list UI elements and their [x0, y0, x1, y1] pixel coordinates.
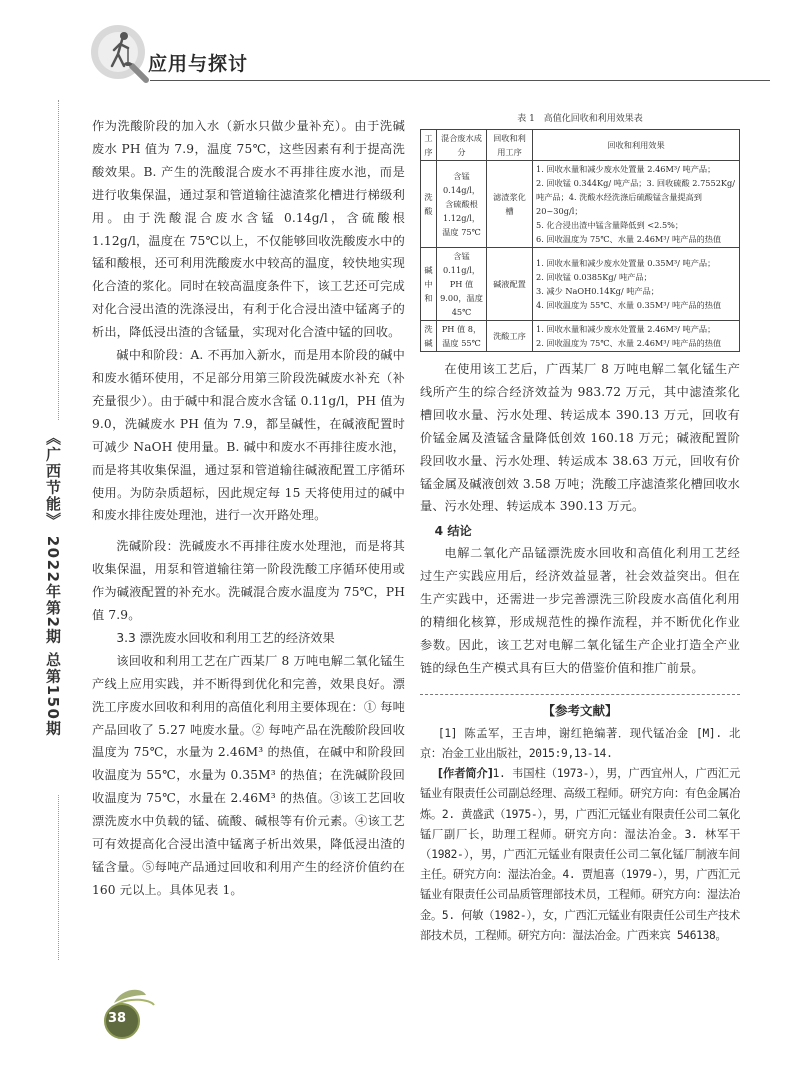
effect-item: 2. 回收锰 0.344Kg/ 吨产品；3. 回收硫酸 2.7552Kg/ 吨产品；4. 洗酸水经洗涤后硫酸锰含量提高到 20~30g/l； [536, 178, 736, 216]
paragraph: 作为洗酸阶段的加入水（新水只做少量补充）。由于洗碱废水 PH 值为 7.9，温度 75℃，这些因素有利于提高洗酸效果。B. 产生的洗酸混合废水不再排往废水池，而是进行收集保温，通过泵和管道输往滤渣浆化槽进行梯级利用。由于洗酸混合废水含锰 0.14g/l，含硫酸根 1.12g/l，温度在 75℃以上，不仅能够回收洗酸废水中的锰和酸根，还可利用洗酸废水中较高的温度，较快地实现化合渣的浆化。同时在较高温度条件下，该工艺还可完成对化合浸出渣的洗涤浸出，有利于化合浸出渣中锰离子的析出，降低浸出渣的含锰量，实现对化合渣中锰的回收。 [92, 119, 405, 340]
process-cell: 碱中和 [421, 248, 437, 321]
table-row [421, 248, 740, 321]
right-column [420, 112, 740, 946]
paragraph: 在使用该工艺后，广西某厂 8 万吨电解二氧化锰生产线所产生的综合经济效益为 983.72 万元，其中滤渣浆化槽回收水量、污水处理、转运成本 390.13 万元，回收有价锰金属及渣锰含量降低创效 160.18 万元；碱液配置阶段回收水量、污水处理、转运成本 38.63 万元，回收有价锰金属及碱液创效 3.58 万吨；洗酸工序滤渣浆化槽回收水量、污水处理、转运成本 390.13 万元。 [420, 362, 740, 514]
table-header-cell: 回收和利用工序 [487, 130, 533, 161]
header-rule [150, 80, 770, 81]
unit-cell: 洗酸工序 [487, 321, 533, 352]
effect-item: 2. 回收锰 0.0385Kg/ 吨产品； [536, 272, 652, 282]
journal-issue-label: 《广西节能》 2022年第2期 总第150期 [44, 430, 62, 737]
effect-item: 1. 回收水量和减少废水处置量 2.46M³/ 吨产品； [536, 164, 716, 174]
table-header-cell: 工序 [421, 130, 437, 161]
magnifier-logo-icon [88, 22, 152, 86]
composition-cell: 含锰 0.11g/l，PH 值 9.00，温度 45℃ [437, 248, 487, 321]
effect-item: 4. 回收温度为 55℃、水量 0.35M³/ 吨产品的热值 [536, 300, 722, 310]
effect-cell [533, 248, 740, 321]
section-title: 应用与探讨 [148, 53, 249, 75]
author-label: [作者简介] [437, 767, 493, 781]
effect-item: 2. 回收温度为 75℃、水量 2.46M³/ 吨产品的热值 [536, 338, 722, 348]
table-header-row [421, 130, 740, 161]
section-heading: 4 结论 [434, 524, 472, 539]
effect-cell [533, 161, 740, 248]
results-table [420, 129, 740, 352]
table-header-cell: 混合废水成分 [437, 130, 487, 161]
page-header [88, 22, 768, 92]
table-caption: 表 1 高值化回收和利用效果表 [517, 114, 643, 124]
effect-item: 5. 化合浸出渣中锰含量降低到 <2.5%； [536, 220, 684, 230]
paragraph: 洗碱阶段：洗碱废水不再排往废水处理池，而是将其收集保温，用泵和管道输往第一阶段洗酸工序循环使用或作为碱液配置的补充水。洗碱混合废水温度为 75℃，PH 值 7.9。 [92, 539, 405, 623]
dotted-divider [58, 100, 59, 420]
effect-item: 1. 回收水量和减少废水处置量 0.35M³/ 吨产品； [536, 258, 716, 268]
table-row [421, 161, 740, 248]
unit-cell: 碱液配置 [487, 248, 533, 321]
page-number: 38 [108, 1011, 127, 1026]
page-number-badge [92, 985, 182, 1045]
effect-item: 1. 回收水量和减少废水处置量 2.46M³/ 吨产品； [536, 324, 716, 334]
paragraph: 碱中和阶段：A. 不再加入新水，而是用本阶段的碱中和废水循环使用，不足部分用第三阶段洗碱废水补充（补充量很少）。由于碱中和混合废水含锰 0.11g/l，PH 值为 9.0，洗碱废水 PH 值为 7.9，都呈碱性，在碱液配置时可减少 NaOH 使用量。B. 碱中和废水不再排往废水池，而是将其收集保温，通过泵和管道输往碱液配置工序循环使用。为防杂质超标，因此规定每 15 天将使用过的碱中和废水排往废处理池，进行一次开路处理。 [92, 348, 405, 523]
table-header-cell: 回收和利用效果 [533, 130, 740, 161]
effect-item: 3. 减少 NaOH0.14Kg/ 吨产品； [536, 286, 659, 296]
paragraph: 电解二氧化产品锰漂洗废水回收和高值化利用工艺经过生产实践应用后，经济效益显著，社会效益突出。但在生产实践中，还需进一步完善漂洗三阶段废水高值化利用的精细化核算，形成规范性的操作流程，并不断优化作业参数。因此，该工艺对电解二氧化锰生产企业打造全产业链的绿色生产模式具有巨大的借鉴价值和推广前景。 [420, 546, 740, 675]
author-bio [420, 764, 740, 946]
subsection-heading: 3.3 漂洗废水回收和利用工艺的经济效果 [116, 630, 335, 645]
references-title: 【参考文献】 [542, 702, 618, 718]
references-block [420, 694, 740, 946]
paragraph: 该回收和利用工艺在广西某厂 8 万吨电解二氧化锰生产线上应用实践，并不断得到优化和完善，效果良好。漂洗工序废水回收和利用的高值化利用主要体现在：① 每吨产品回收了 5.27 吨废水量。② 每吨产品在洗酸阶段回收温度为 75℃，水量为 2.46M³ 的热值，在碱中和阶段回收温度为 55℃，水量为 0.35M³ 的热值；在洗碱阶段回收温度为 75℃，水量在 2.46M³ 的热值。③该工艺回收漂洗废水中负载的锰、硫酸、碱根等有价元素。④该工艺可有效提高化合浸出渣中锰离子析出效果，降低浸出渣的锰含量。⑤每吨产品通过回收和利用产生的经济价值约在 160 元以上。具体见表 1。 [92, 653, 405, 897]
dotted-divider [58, 795, 59, 960]
composition-cell: 含锰 0.14g/l，含硫酸根 1.12g/l，温度 75℃ [437, 161, 487, 248]
journal-side-rail [38, 100, 78, 960]
left-column [92, 115, 405, 902]
author-text: 1. 韦国柱（1973-），男，广西宜州人，广西汇元锰业有限责任公司副总经理、高级工程师。研究方向：有色金属冶炼。2. 黄盛武（1975-），男，广西汇元锰业有限责任公司二氧化锰厂副厂长，助理工程师。研究方向：湿法冶金。3. 林军干（1982-），男，广西汇元锰业有限责任公司二氧化锰厂制液车间主任。研究方向：湿法冶金。4. 贾旭喜（1979-），男，广西汇元锰业有限责任公司品质管理部技术员，工程师。研究方向：湿法冶金。5. 何敏（1982-），女，广西汇元锰业有限责任公司生产技术部技术员，工程师。研究方向：湿法冶金。广西来宾 546138。 [420, 767, 740, 942]
effect-item: 6. 回收温度为 75℃、水量 2.46M³/ 吨产品的热值 [536, 234, 722, 244]
leaf-badge-icon [92, 985, 182, 1045]
composition-cell: PH 值 8，温度 55℃ [437, 321, 487, 352]
effect-cell [533, 321, 740, 352]
process-cell: 洗碱 [421, 321, 437, 352]
unit-cell: 滤渣浆化槽 [487, 161, 533, 248]
table-row [421, 321, 740, 352]
reference-item: [1] 陈孟军，王吉坤，谢红艳编著．现代锰冶金 [M]. 北京：冶金工业出版社，2015:9,13-14. [420, 726, 740, 760]
process-cell: 洗酸 [421, 161, 437, 248]
